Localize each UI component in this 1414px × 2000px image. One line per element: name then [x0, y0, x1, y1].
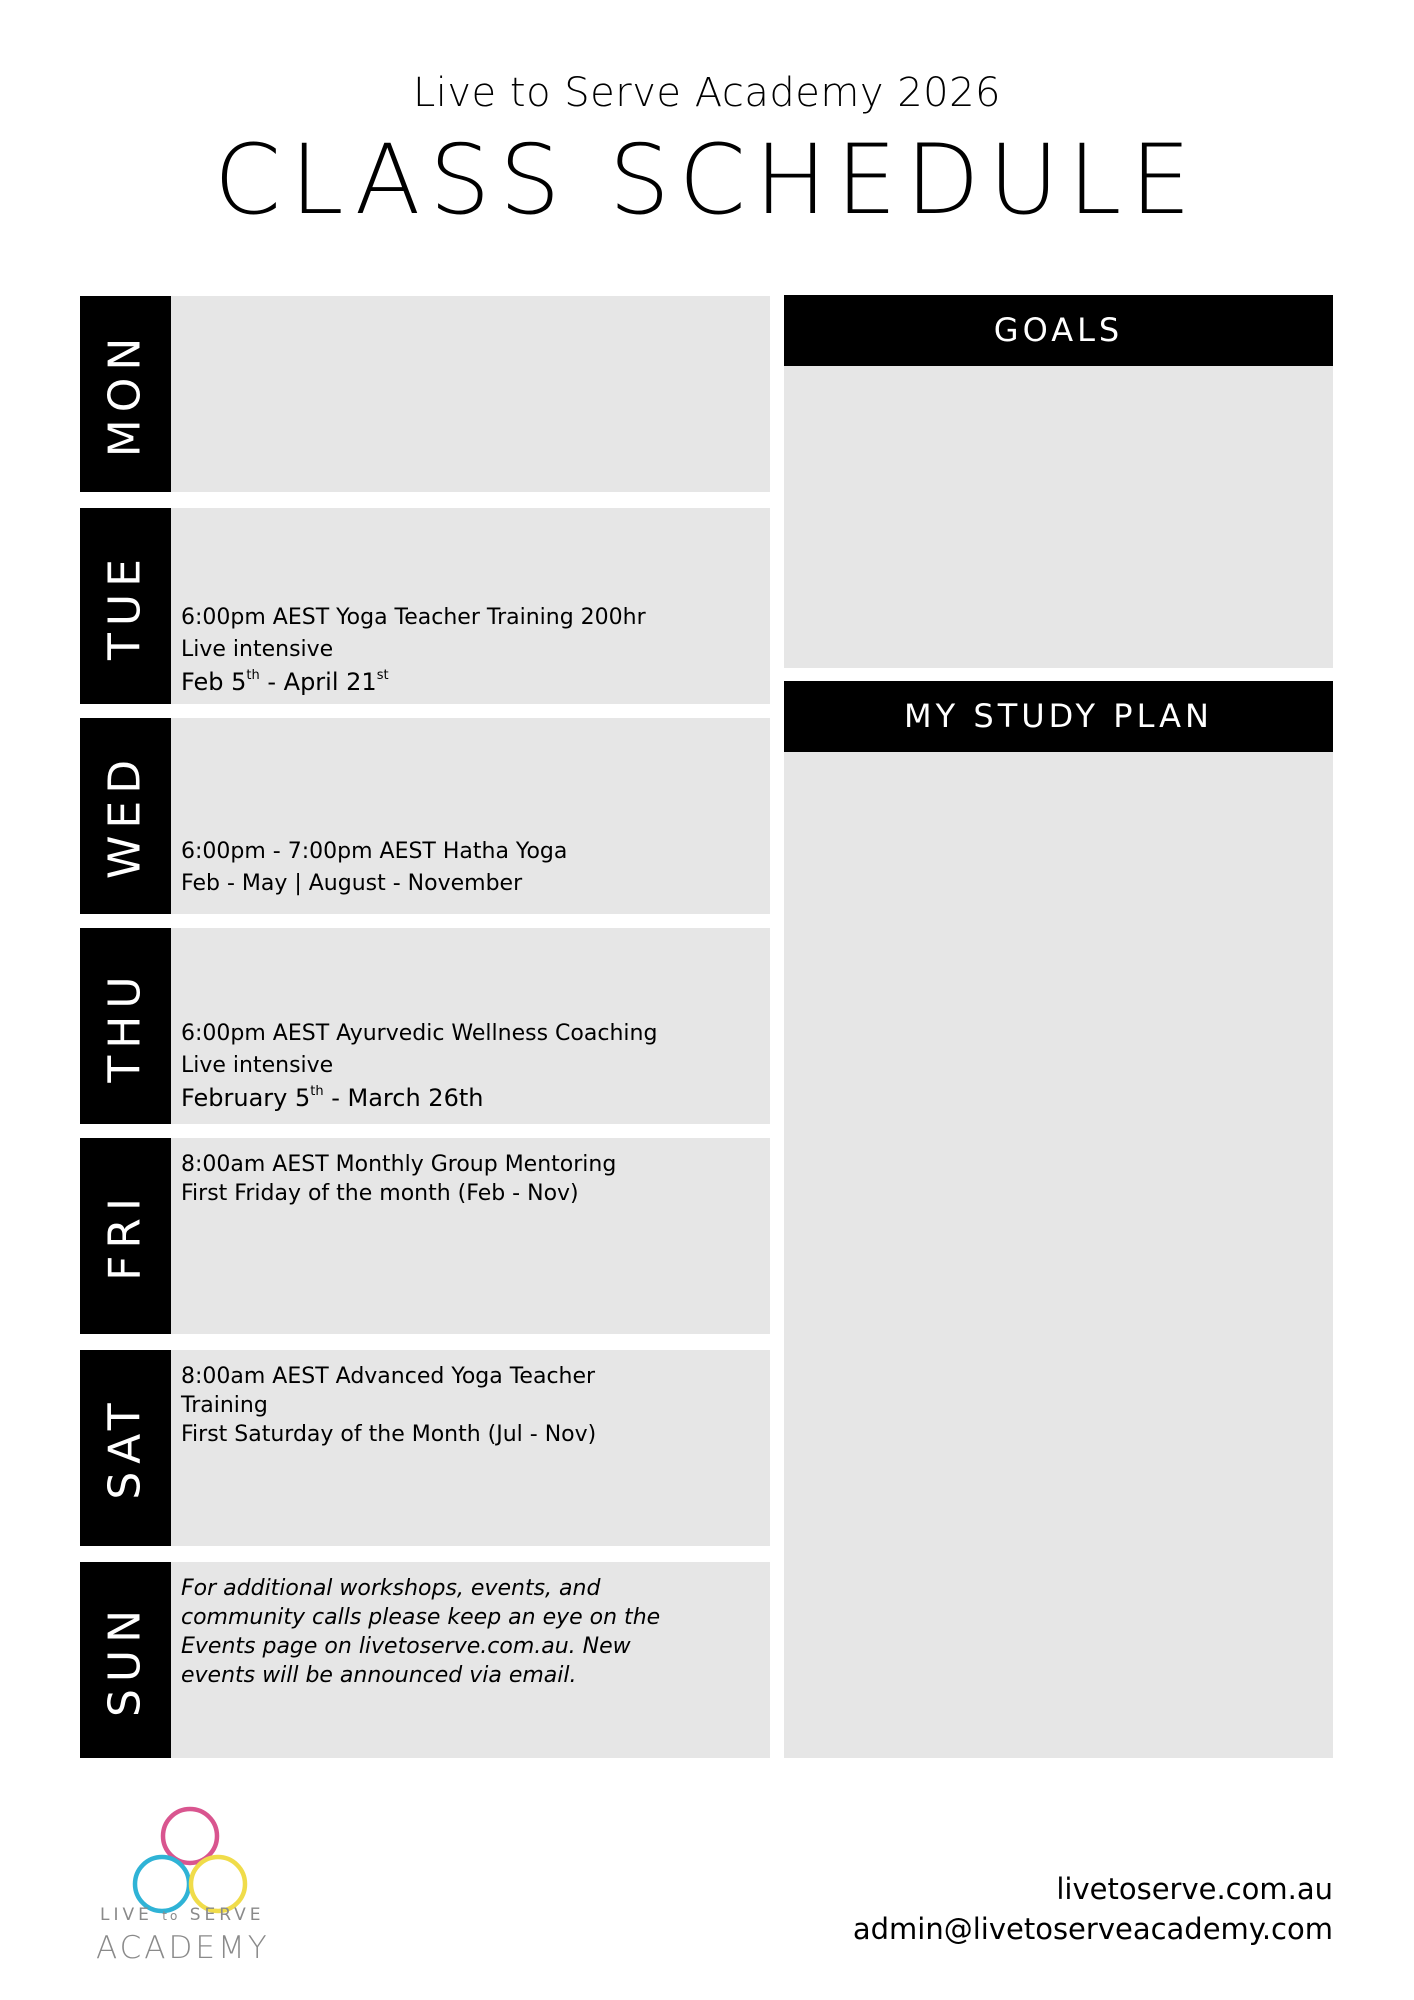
website-link[interactable]: livetoserve.com.au [1056, 1872, 1333, 1906]
schedule-row-sun [80, 1562, 770, 1758]
thu-date-start-suffix: th [310, 1084, 324, 1099]
page-subtitle: Live to Serve Academy 2026 [412, 70, 1002, 116]
day-box-wed [171, 718, 770, 914]
logo-word-live: LIVE [100, 1905, 153, 1925]
sat-class-title-cont: Training [181, 1393, 268, 1418]
day-tab-sat [80, 1350, 171, 1546]
day-tab-mon [80, 296, 171, 492]
thu-class-title: 6:00pm AEST Ayurvedic Wellness Coaching [181, 1021, 658, 1046]
day-label-sun: SUN [99, 1602, 151, 1718]
thu-date-end: - March 26th [323, 1084, 484, 1112]
sun-note-line3: Events page on livetoserve.com.au. New [181, 1634, 631, 1659]
logo-circle-pink [163, 1809, 217, 1863]
day-box-tue [171, 508, 770, 704]
thu-class-format: Live intensive [181, 1053, 334, 1078]
thu-class-dates [181, 1082, 760, 1114]
day-box-sun [171, 1562, 770, 1758]
sun-note-line4: events will be announced via email. [181, 1663, 577, 1688]
sun-note-line1: For additional workshops, events, and [181, 1576, 601, 1601]
email-link[interactable]: admin@livetoserveacademy.com [852, 1912, 1333, 1946]
thu-date-start: February 5 [181, 1084, 311, 1112]
wed-class-dates: Feb - May | August - November [181, 871, 523, 896]
logo-word-serve: SERVE [189, 1905, 265, 1925]
day-label-thu: THU [99, 969, 151, 1083]
day-tab-fri [80, 1138, 171, 1334]
logo-word-academy: ACADEMY [96, 1930, 270, 1966]
logo-word-to: to [162, 1909, 181, 1923]
schedule-row-thu [80, 928, 770, 1124]
day-box-sat [171, 1350, 770, 1546]
day-label-fri: FRI [99, 1191, 151, 1281]
day-label-tue: TUE [99, 552, 151, 660]
fri-class-title: 8:00am AEST Monthly Group Mentoring [181, 1152, 617, 1177]
page-title: CLASS SCHEDULE [214, 124, 1200, 236]
day-tab-tue [80, 508, 171, 704]
study-plan-header: MY STUDY PLAN [784, 681, 1333, 752]
tue-class-dates [181, 666, 760, 698]
schedule-row-wed [80, 718, 770, 914]
schedule-row-sat [80, 1350, 770, 1546]
goals-header: GOALS [784, 295, 1333, 366]
schedule-row-tue [80, 508, 770, 704]
study-plan-area[interactable] [784, 752, 1333, 1758]
logo-wordmark-top [100, 1905, 280, 1925]
day-box-thu [171, 928, 770, 1124]
fri-class-dates: First Friday of the month (Feb - Nov) [181, 1181, 579, 1206]
day-tab-sun [80, 1562, 171, 1758]
day-box-fri [171, 1138, 770, 1334]
tue-date-start: Feb 5 [181, 668, 247, 696]
day-box-mon [171, 296, 770, 492]
day-label-mon: MON [99, 330, 151, 458]
day-label-sat: SAT [99, 1396, 151, 1500]
sat-class-title: 8:00am AEST Advanced Yoga Teacher [181, 1364, 596, 1389]
logo-circle-yellow [191, 1857, 245, 1911]
day-tab-wed [80, 718, 171, 914]
day-tab-thu [80, 928, 171, 1124]
tue-class-format: Live intensive [181, 637, 334, 662]
sun-note-line2: community calls please keep an eye on the [181, 1605, 661, 1630]
logo-circle-blue [135, 1857, 189, 1911]
goals-area[interactable] [784, 366, 1333, 668]
tue-date-end: - April 21 [259, 668, 377, 696]
tue-date-end-suffix: st [376, 668, 389, 683]
schedule-row-mon [80, 296, 770, 492]
sat-class-dates: First Saturday of the Month (Jul - Nov) [181, 1422, 597, 1447]
tue-date-start-suffix: th [246, 668, 260, 683]
schedule-row-fri [80, 1138, 770, 1334]
wed-class-title: 6:00pm - 7:00pm AEST Hatha Yoga [181, 839, 568, 864]
day-label-wed: WED [99, 752, 151, 880]
tue-class-title: 6:00pm AEST Yoga Teacher Training 200hr [181, 605, 646, 630]
